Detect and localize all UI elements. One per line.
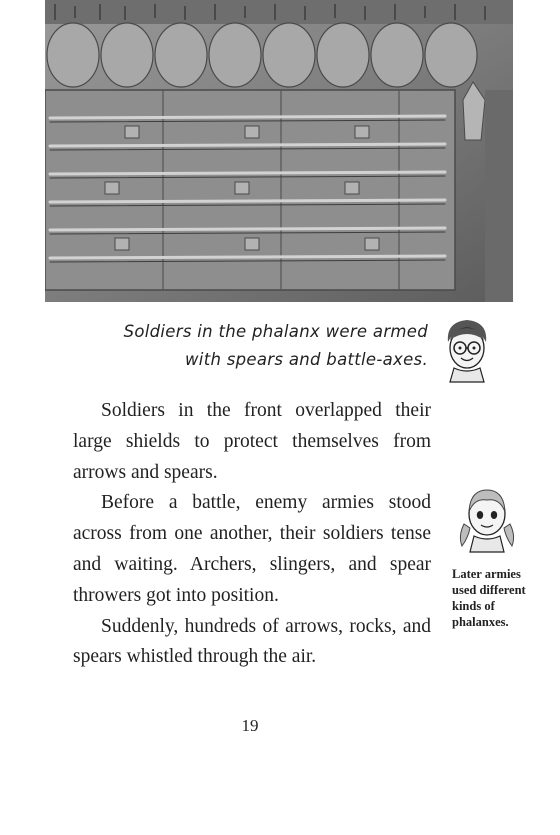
sidenote: Later armies used different kinds of phalanxes. [452, 567, 526, 629]
caption-line-2: with spears and battle-axes. [185, 350, 428, 369]
photo-caption [60, 318, 428, 374]
caption-line-1: Soldiers in the phalanx were armed [123, 322, 428, 341]
girl-with-pigtails-icon [456, 484, 518, 554]
stone-relief-photo [45, 0, 513, 302]
boy-with-glasses-icon [440, 316, 494, 386]
paragraph-2: Before a battle, enemy armies stood across from one another, their soldiers tense and waiting. Archers, slingers, and spear throwers got into position. [73, 492, 431, 606]
paragraph-3: Suddenly, hundreds of arrows, rocks, and spears whistled through the air. [73, 615, 431, 668]
paragraph-1: Soldiers in the front overlapped their large shields to protect themselves from arrows and spears. [73, 400, 431, 483]
body-text [73, 396, 431, 673]
page-number: 19 [241, 716, 259, 735]
